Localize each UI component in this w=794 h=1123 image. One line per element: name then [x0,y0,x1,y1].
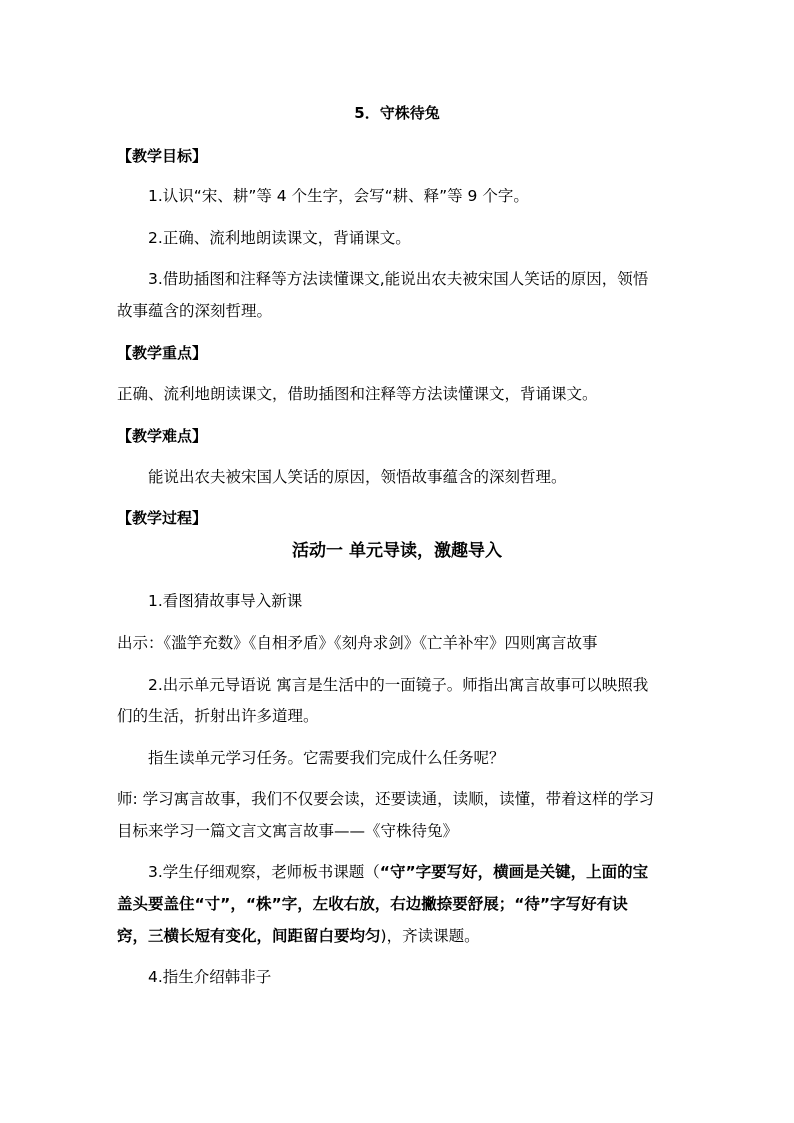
process-heading: 【教学过程】 [117,509,208,527]
paragraph-6-bold-1: “守”字要写好，横画是关键，上面的宝 [379,863,649,881]
process-paragraph-7: 4.指生介绍韩非子 [148,968,272,986]
objective-1: 1.认识“宋、耕”等 4 个生字，会写“耕、释”等 9 个字。 [148,187,529,205]
difficulties-heading: 【教学难点】 [117,427,208,445]
process-paragraph-3-line-1: 2.出示单元导语说 寓言是生活中的一面镜子。师指出寓言故事可以映照我 [148,676,649,694]
process-paragraph-2: 出示：《滥竽充数》《自相矛盾》《刻舟求剑》《亡羊补牢》四则寓言故事 [117,634,598,652]
key-points-text: 正确、流利地朗读课文，借助插图和注释等方法读懂课文，背诵课文。 [117,385,598,403]
paragraph-6-intro: 3.学生仔细观察，老师板书课题（ [148,863,380,881]
difficulties-text: 能说出农夫被宋国人笑话的原因，领悟故事蕴含的深刻哲理。 [148,468,567,486]
key-points-heading: 【教学重点】 [117,344,208,362]
process-paragraph-6-line-1 [148,862,648,882]
objective-2: 2.正确、流利地朗读课文，背诵课文。 [148,229,411,247]
process-paragraph-6-line-2: 盖头要盖住“寸”，“株”字，左收右放，右边撇捺要舒展；“待”字写好有诀 [117,895,628,913]
process-paragraph-1: 1.看图猜故事导入新课 [148,592,303,610]
activity-title: 活动一 单元导读，激趣导入 [292,541,502,561]
process-paragraph-4: 指生读单元学习任务。它需要我们完成什么任务呢？ [148,749,505,767]
process-paragraph-5-line-1: 师: 学习寓言故事，我们不仅要会读，还要读通，读顺，读懂，带着这样的学习 [117,790,655,808]
paragraph-6-bold-2: 窍，三横长短有变化，间距留白要均匀 [117,927,381,945]
objective-3-line-2: 故事蕴含的深刻哲理。 [117,302,273,320]
objective-3-line-1: 3.借助插图和注释等方法读懂课文,能说出农夫被宋国人笑话的原因，领悟 [148,270,649,288]
objectives-heading: 【教学目标】 [117,147,208,165]
lesson-title: 5．守株待兔 [354,104,440,122]
process-paragraph-5-line-2: 目标来学习一篇文言文寓言故事——《守株待兔》 [117,822,459,840]
process-paragraph-6-line-3 [117,926,480,946]
paragraph-6-tail: )，齐读课题。 [380,927,480,945]
process-paragraph-3-line-2: 们的生活，折射出许多道理。 [117,707,319,725]
